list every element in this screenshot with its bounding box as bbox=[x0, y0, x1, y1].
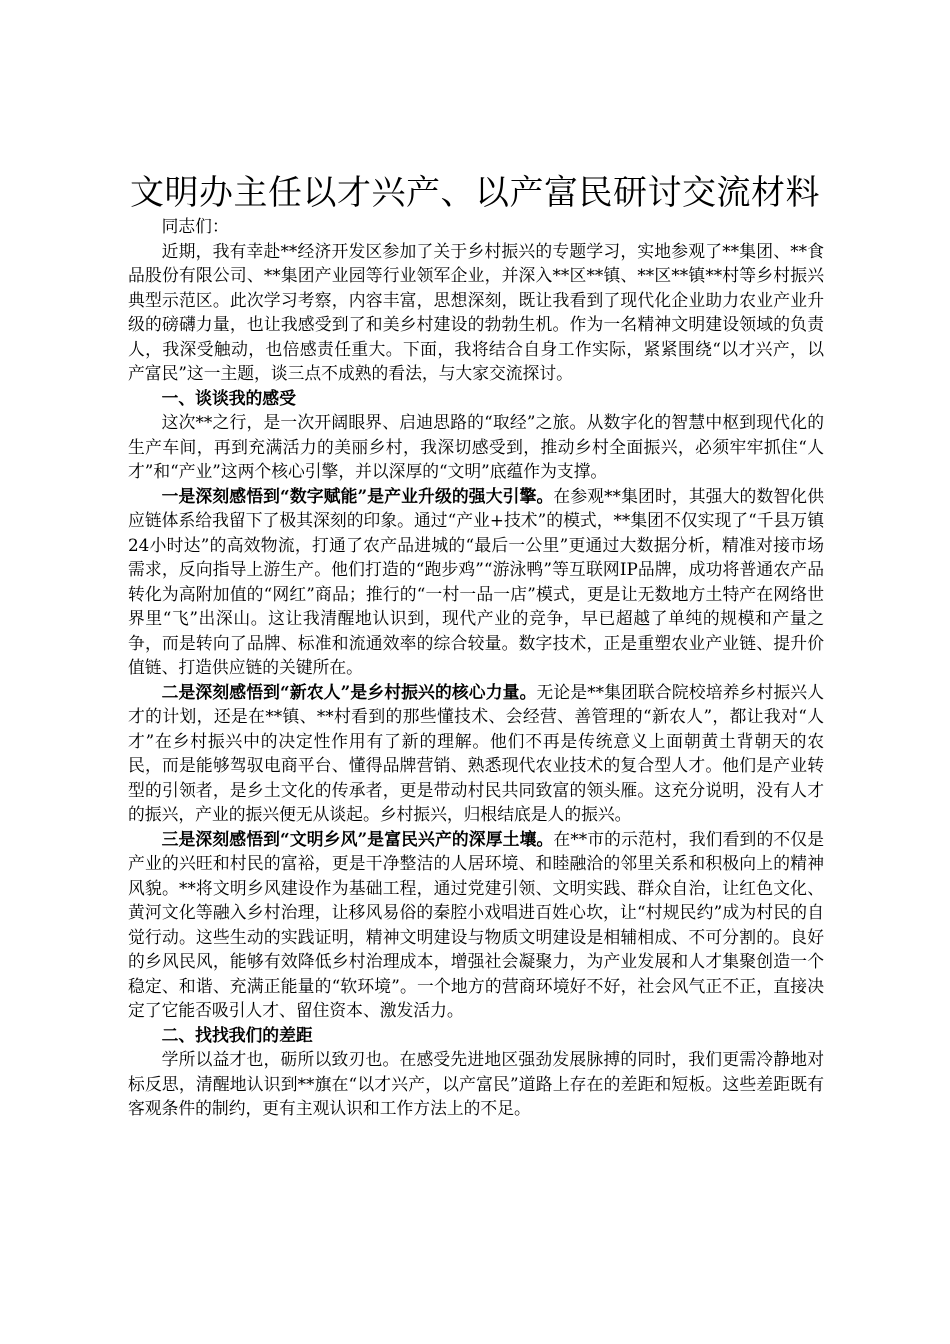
point-1-body: 在参观**集团时，其强大的数智化供应链体系给我留下了极其深刻的印象。通过“产业+技术”的模式，**集团不仅实现了“千县万镇24小时达”的高效物流，打通了农产品进城的“最后一公里”更通过大数据分析，精准对接市场需求，反向指导上游生产。他们打造的“跑步鸡”“游泳鸭”等互联网IP品牌，成功将普通农产品转化为高附加值的“网红”商品；推行的“一村一品一店”模式，更是让无数地方土特产在网络世界里“飞”出深山。这让我清醒地认识到，现代产业的竞争，早已超越了单纯的规模和产量之争，而是转向了品牌、标准和流通效率的综合较量。数字技术，正是重塑农业产业链、提升价值链、打造供应链的关键所在。 bbox=[128, 485, 824, 677]
point-3-paragraph bbox=[128, 827, 824, 1023]
point-1-lead: 一是深刻感悟到“数字赋能”是产业升级的强大引擎。 bbox=[161, 485, 554, 506]
section-2-intro-paragraph: 学所以益才也，砺所以致刃也。在感受先进地区强劲发展脉搏的同时，我们更需冷静地对标反思，清醒地认识到**旗在“以才兴产，以产富民”道路上存在的差距和短板。这些差距既有客观条件的制约，更有主观认识和工作方法上的不足。 bbox=[128, 1049, 824, 1118]
document-title: 文明办主任以才兴产、以产富民研讨交流材料 bbox=[130, 173, 820, 213]
point-3-body: 在**市的示范村，我们看到的不仅是产业的兴旺和村民的富裕，更是干净整洁的人居环境、和睦融洽的邻里关系和积极向上的精神风貌。**将文明乡风建设作为基础工程，通过党建引领、文明实践、群众自治，让红色文化、黄河文化等融入乡村治理，让移风易俗的秦腔小戏唱进百姓心坎，让“村规民约”成为村民的自觉行动。这些生动的实践证明，精神文明建设与物质文明建设是相辅相成、不可分割的。良好的乡风民风，能够有效降低乡村治理成本，增强社会凝聚力，为产业发展和人才集聚创造一个稳定、和谐、充满正能量的“软环境”。一个地方的营商环境好不好，社会风气正不正，直接决定了它能否吸引人才、留住资本、激发活力。 bbox=[128, 828, 824, 1020]
point-1-paragraph bbox=[128, 484, 824, 680]
section-1-intro-paragraph: 这次**之行，是一次开阔眼界、启迪思路的“取经”之旅。从数字化的智慧中枢到现代化的生产车间，再到充满活力的美丽乡村，我深切感受到，推动乡村全面振兴，必须牢牢抓住“人才”和“产业”这两个核心引擎，并以深厚的“文明”底蕴作为支撑。 bbox=[128, 412, 824, 481]
document-body bbox=[128, 214, 824, 1121]
intro-paragraph: 近期，我有幸赴**经济开发区参加了关于乡村振兴的专题学习，实地参观了**集团、**食品股份有限公司、**集团产业园等行业领军企业，并深入**区**镇、**区**镇**村等乡村振兴典型示范区。此次学习考察，内容丰富，思想深刻，既让我看到了现代化企业助力农业产业升级的磅礴力量，也让我感受到了和美乡村建设的勃勃生机。作为一名精神文明建设领域的负责人，我深受触动，也倍感责任重大。下面，我将结合自身工作实际，紧紧围绕“以才兴产，以产富民”这一主题，谈三点不成熟的看法，与大家交流探讨。 bbox=[128, 240, 824, 383]
point-2-body: 无论是**集团联合院校培养乡村振兴人才的计划，还是在**镇、**村看到的那些懂技术、会经营、善管理的“新农人”，都让我对“人才”在乡村振兴中的决定性作用有了新的理解。他们不再是传统意义上面朝黄土背朝天的农民，而是能够驾驭电商平台、懂得品牌营销、熟悉现代农业技术的复合型人才。他们是产业转型的引领者，是乡土文化的传承者，更是带动村民共同致富的领头雁。这充分说明，没有人才的振兴，产业的振兴便无从谈起。乡村振兴，归根结底是人的振兴。 bbox=[128, 681, 824, 824]
section-heading-1: 一、谈谈我的感受 bbox=[161, 387, 296, 408]
point-2-paragraph bbox=[128, 680, 824, 827]
salutation: 同志们： bbox=[161, 216, 229, 236]
point-2-lead: 二是深刻感悟到“新农人”是乡村振兴的核心力量。 bbox=[161, 681, 537, 702]
document-page bbox=[128, 172, 824, 1121]
point-3-lead: 三是深刻感悟到“文明乡风”是富民兴产的深厚土壤。 bbox=[161, 828, 554, 849]
section-heading-2: 二、找找我们的差距 bbox=[161, 1024, 313, 1045]
